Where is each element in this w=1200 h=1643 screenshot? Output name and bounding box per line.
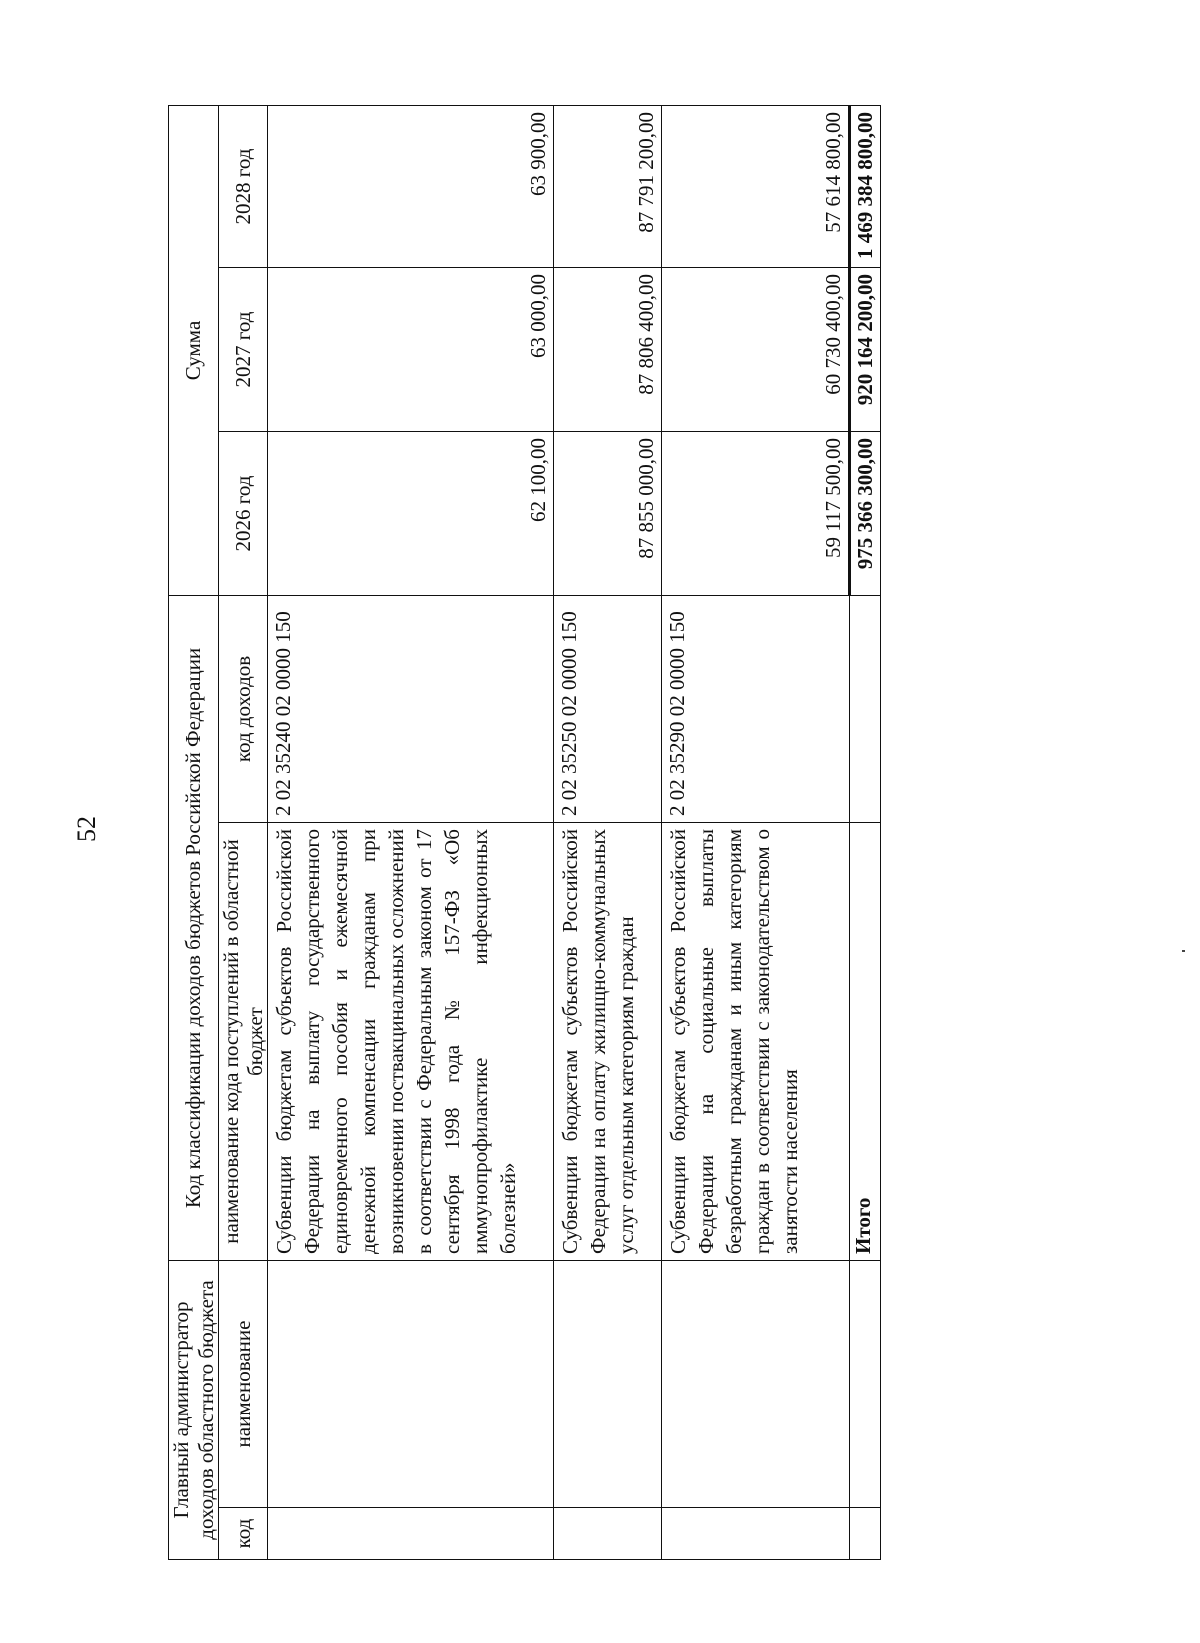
sum-group-header: Сумма (169, 105, 219, 595)
total-amount-2026: 975 366 300,00 (850, 431, 881, 595)
table-row (554, 105, 662, 1559)
row-amount-2026: 62 100,00 (268, 431, 554, 595)
row-admin-code (662, 1508, 850, 1560)
total-row (850, 105, 881, 1559)
row-description: Субвенции бюджетам субъектов Российской Федерации на социальные выплаты безработным гражданам и иным категориям граждан в соответствии с законодательством о занятости населения (662, 823, 850, 1261)
total-amount-2028: 1 469 384 800,00 (850, 105, 881, 267)
table-row (268, 105, 554, 1559)
row-amount-2026: 87 855 000,00 (554, 431, 662, 595)
row-amount-2028: 87 791 200,00 (554, 105, 662, 267)
row-income-code: 2 02 35240 02 0000 150 (268, 595, 554, 822)
row-admin-name (554, 1261, 662, 1508)
classification-group-header: Код классификации доходов бюджетов Российской Федерации (169, 595, 219, 1260)
row-amount-2028: 63 900,00 (268, 105, 554, 267)
row-amount-2028: 57 614 800,00 (662, 105, 850, 267)
scan-speck (1182, 950, 1185, 952)
total-amount-2027: 920 164 200,00 (850, 267, 881, 431)
row-amount-2026: 59 117 500,00 (662, 431, 850, 595)
row-amount-2027: 60 730 400,00 (662, 267, 850, 431)
year-header-2028: 2028 год (219, 105, 268, 267)
total-empty-name (850, 1261, 881, 1508)
row-admin-name (268, 1261, 554, 1508)
total-empty-income-code (850, 595, 881, 822)
income-code-header: код доходов (219, 595, 268, 822)
year-header-2027: 2027 год (219, 267, 268, 431)
admin-group-header: Главный администратор доходов областного бюджета (169, 1261, 219, 1560)
row-description: Субвенции бюджетам субъектов Российской Федерации на выплату государственного единовременного пособия и ежемесячной денежной компенсации гражданам при возникновении поствакцинальных осложнений в соответствии с Федеральным законом от 17 сентября 1998 года № 157-ФЗ «Об иммунопрофилактике инфекционных болезней» (268, 823, 554, 1261)
admin-name-header: наименование (219, 1261, 268, 1508)
page-number: 52 (72, 816, 101, 842)
row-amount-2027: 87 806 400,00 (554, 267, 662, 431)
table-row (662, 105, 850, 1559)
row-description: Субвенции бюджетам субъектов Российской Федерации на оплату жилищно-коммунальных услуг отдельным категориям граждан (554, 823, 662, 1261)
total-empty-code (850, 1508, 881, 1560)
year-header-2026: 2026 год (219, 431, 268, 595)
row-admin-code (268, 1508, 554, 1560)
total-label: Итого (850, 823, 881, 1261)
income-name-header: наименование кода поступлений в областной бюджет (219, 823, 268, 1261)
income-table (168, 105, 881, 1560)
row-income-code: 2 02 35290 02 0000 150 (662, 595, 850, 822)
row-admin-name (662, 1261, 850, 1508)
rotated-table-container (168, 106, 876, 1560)
row-amount-2027: 63 000,00 (268, 267, 554, 431)
row-income-code: 2 02 35250 02 0000 150 (554, 595, 662, 822)
admin-code-header: код (219, 1508, 268, 1560)
row-admin-code (554, 1508, 662, 1560)
